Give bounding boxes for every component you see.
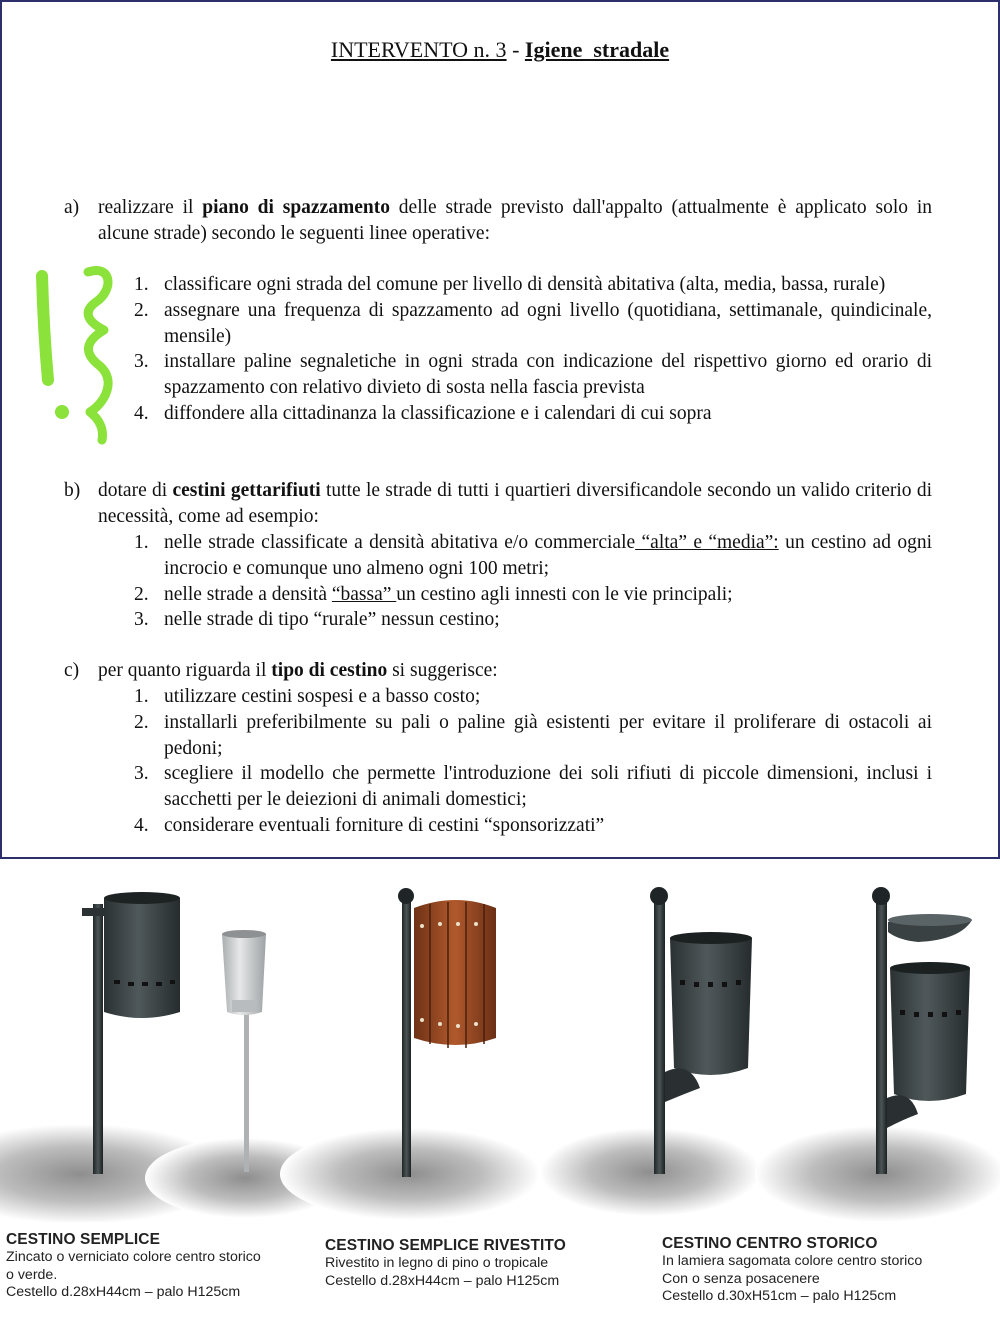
- item-text: diffondere alla cittadinanza la classificazione e i calendari di cui sopra: [164, 402, 712, 424]
- title-separator: -: [506, 37, 525, 62]
- item-text: installare paline segnaletiche in ogni strada con indicazione del rispettivo giorno ed orario di spazzamento con relativo divieto di sosta nella fascia prevista: [164, 351, 932, 399]
- item-number: 2.: [134, 299, 149, 321]
- section-letter: a): [64, 197, 80, 218]
- section-intro: [98, 478, 932, 530]
- item-number: 3.: [134, 609, 149, 631]
- product-detail: Rivestito in legno di pino o tropicale: [325, 1255, 549, 1271]
- product-caption: [6, 1230, 316, 1302]
- item-text-end: un cestino agli innesti con le vie principali;: [396, 583, 733, 605]
- product-photos: [0, 862, 1000, 1339]
- section-c-list: [64, 684, 932, 839]
- product-detail: Con o senza posacenere: [662, 1270, 820, 1287]
- item-text: nelle strade classificate a densità abitativa e/o commerciale: [164, 532, 636, 553]
- item-text: scegliere il modello che permette l'introduzione dei soli rifiuti di piccole dimensioni, inclusi i sacchetti per le deiezioni di animali domestici;: [164, 763, 932, 811]
- item-number: 3.: [134, 351, 149, 373]
- product-detail: Cestello d.28xH44cm – palo H125cm: [6, 1284, 241, 1300]
- section-intro: [98, 195, 932, 247]
- list-item: [64, 298, 932, 350]
- product-detail: In lamiera sagomata colore centro storico: [662, 1253, 923, 1269]
- section-intro: [98, 658, 932, 684]
- title-subject: Igiene stradale: [524, 37, 670, 62]
- section-a-list: [64, 272, 932, 427]
- intro-bold: tipo di cestino: [271, 660, 388, 681]
- bins-illustration: [0, 862, 1000, 1222]
- product-detail: o verde.: [6, 1266, 58, 1283]
- item-number: 1.: [134, 532, 149, 553]
- list-item: [64, 349, 932, 401]
- item-number: 2.: [134, 711, 149, 733]
- intro-text-end: si suggerisce:: [387, 660, 498, 681]
- title-number: INTERVENTO n. 3: [330, 37, 507, 62]
- intro-text: realizzare il: [98, 197, 203, 218]
- section-a: [64, 195, 932, 247]
- product-caption: [662, 1234, 992, 1306]
- intro-text: per quanto riguarda il: [98, 660, 272, 681]
- intro-bold: cestini gettarifiuti: [172, 480, 321, 501]
- item-text: assegnare una frequenza di spazzamento ad ogni livello (quotidiana, settimanale, quindicinale, mensile): [164, 299, 932, 347]
- item-text: nelle strade di tipo “rurale” nessun cestino;: [164, 609, 500, 631]
- product-detail: Zincato o verniciato colore centro storico: [6, 1249, 261, 1265]
- list-item: [64, 813, 932, 839]
- item-number: 2.: [134, 583, 149, 605]
- list-item: [64, 272, 932, 298]
- product-name: CESTINO SEMPLICE: [6, 1231, 161, 1248]
- list-item: [64, 684, 932, 710]
- list-item: [64, 582, 932, 608]
- intro-text-end: delle strade previsto dall'appalto (attualmente è applicato solo in alcune strade) secondo le seguenti linee operative:: [98, 197, 932, 244]
- item-number: 3.: [134, 763, 149, 785]
- item-text: classificare ogni strada del comune per livello di densità abitativa (alta, media, bassa, rurale): [164, 274, 886, 295]
- item-number: 1.: [134, 274, 149, 295]
- item-number: 4.: [134, 402, 149, 424]
- list-item: [64, 401, 932, 427]
- section-c: [64, 658, 932, 684]
- intro-text: dotare di: [98, 480, 173, 501]
- section-b-list: [64, 530, 932, 633]
- item-number: 4.: [134, 814, 149, 836]
- product-detail: Cestello d.30xH51cm – palo H125cm: [662, 1288, 897, 1304]
- section-b: [64, 478, 932, 530]
- item-text: utilizzare cestini sospesi e a basso costo;: [164, 686, 481, 707]
- highlighter-mark-icon: [26, 262, 126, 452]
- item-underlined: “alta” e “media”:: [635, 532, 779, 553]
- intro-bold: piano di spazzamento: [202, 197, 390, 218]
- section-letter: c): [64, 660, 80, 681]
- list-item: [64, 710, 932, 762]
- item-underlined: “bassa”: [331, 583, 397, 605]
- list-item: [64, 530, 932, 582]
- item-text: installarli preferibilmente su pali o paline già esistenti per evitare il proliferare di ostacoli ai pedoni;: [164, 711, 932, 759]
- section-letter: b): [64, 480, 81, 501]
- list-item: [64, 761, 932, 813]
- list-item: [64, 607, 932, 633]
- product-name: CESTINO CENTRO STORICO: [662, 1235, 878, 1252]
- page-title: [0, 36, 1000, 64]
- product-name: CESTINO SEMPLICE RIVESTITO: [325, 1237, 566, 1254]
- product-caption: [325, 1236, 635, 1290]
- item-text: nelle strade a densità: [164, 583, 332, 605]
- product-detail: Cestello d.28xH44cm – palo H125cm: [325, 1272, 560, 1289]
- item-text-end: un cestino ad ogni incrocio e comunque uno almeno ogni 100 metri;: [164, 532, 932, 579]
- intro-text-end: tutte le strade di tutti i quartieri diversificandole secondo un valido criterio di necessità, come ad esempio:: [98, 480, 932, 527]
- item-text: considerare eventuali forniture di cestini “sponsorizzati”: [164, 814, 605, 836]
- item-number: 1.: [134, 686, 149, 707]
